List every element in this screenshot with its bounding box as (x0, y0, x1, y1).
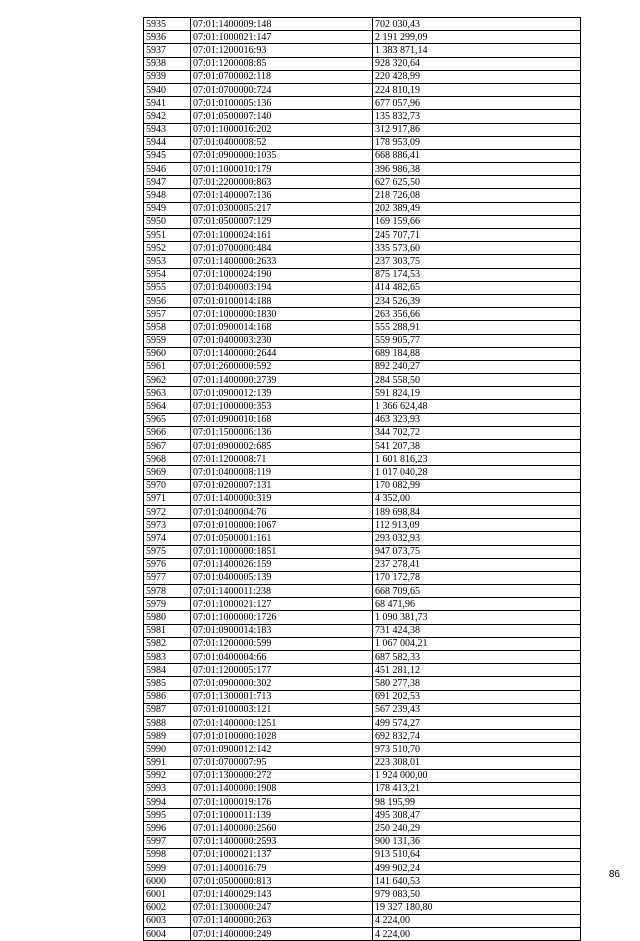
value-cell: 677 057,96 (373, 97, 581, 110)
table-row (144, 598, 581, 611)
row-number-cell: 5936 (144, 31, 191, 44)
value-cell: 979 083,50 (373, 888, 581, 901)
cadastral-number-cell: 07:01:0700000:484 (191, 242, 373, 255)
value-cell: 396 986,38 (373, 163, 581, 176)
table-row (144, 18, 581, 31)
row-number-cell: 5945 (144, 149, 191, 162)
cadastral-number-cell: 07:01:0100014:188 (191, 294, 373, 307)
value-cell: 293 032,93 (373, 532, 581, 545)
cadastral-number-cell: 07:01:1400000:319 (191, 492, 373, 505)
cadastral-number-cell: 07:01:1200008:85 (191, 57, 373, 70)
table-row (144, 809, 581, 822)
cadastral-number-cell: 07:01:0400008:52 (191, 136, 373, 149)
row-number-cell: 5986 (144, 690, 191, 703)
cadastral-number-cell: 07:01:1400000:2560 (191, 822, 373, 835)
table-row (144, 677, 581, 690)
row-number-cell: 5994 (144, 796, 191, 809)
row-number-cell: 5987 (144, 703, 191, 716)
cadastral-number-cell: 07:01:1400000:1251 (191, 716, 373, 729)
cadastral-number-cell: 07:01:0500007:129 (191, 215, 373, 228)
row-number-cell: 5983 (144, 651, 191, 664)
value-cell: 170 082,99 (373, 479, 581, 492)
cadastral-number-cell: 07:01:1400000:2633 (191, 255, 373, 268)
row-number-cell: 5947 (144, 176, 191, 189)
cadastral-number-cell: 07:01:0100000:1028 (191, 730, 373, 743)
table-row (144, 347, 581, 360)
row-number-cell: 5937 (144, 44, 191, 57)
value-cell: 1 924 000,00 (373, 769, 581, 782)
row-number-cell: 5965 (144, 413, 191, 426)
row-number-cell: 5998 (144, 848, 191, 861)
cadastral-number-cell: 07:01:1400000:249 (191, 927, 373, 940)
cadastral-value-table (143, 17, 581, 941)
value-cell: 223 308,01 (373, 756, 581, 769)
table-row (144, 466, 581, 479)
row-number-cell: 5962 (144, 374, 191, 387)
row-number-cell: 5944 (144, 136, 191, 149)
table-row (144, 123, 581, 136)
value-cell: 591 824,19 (373, 387, 581, 400)
value-cell: 627 625,50 (373, 176, 581, 189)
row-number-cell: 5974 (144, 532, 191, 545)
table-row (144, 321, 581, 334)
row-number-cell: 5980 (144, 611, 191, 624)
table-row (144, 716, 581, 729)
cadastral-number-cell: 07:01:0300005:217 (191, 202, 373, 215)
table-row (144, 400, 581, 413)
cadastral-number-cell: 07:01:0400003:230 (191, 334, 373, 347)
cadastral-number-cell: 07:01:1000011:139 (191, 809, 373, 822)
table-row (144, 360, 581, 373)
row-number-cell: 6004 (144, 927, 191, 940)
table-row (144, 782, 581, 795)
table-row (144, 519, 581, 532)
row-number-cell: 5963 (144, 387, 191, 400)
value-cell: 451 281,12 (373, 664, 581, 677)
cadastral-number-cell: 07:01:0900014:183 (191, 624, 373, 637)
row-number-cell: 5943 (144, 123, 191, 136)
table-row (144, 730, 581, 743)
table-row (144, 163, 581, 176)
cadastral-number-cell: 07:01:1000000:1830 (191, 308, 373, 321)
value-cell: 580 277,38 (373, 677, 581, 690)
table-row (144, 426, 581, 439)
cadastral-number-cell: 07:01:1200008:71 (191, 453, 373, 466)
value-cell: 499 574,27 (373, 716, 581, 729)
row-number-cell: 5969 (144, 466, 191, 479)
cadastral-number-cell: 07:01:0500000:813 (191, 875, 373, 888)
cadastral-number-cell: 07:01:0900010:168 (191, 413, 373, 426)
value-cell: 875 174,53 (373, 268, 581, 281)
row-number-cell: 5940 (144, 83, 191, 96)
value-cell: 668 886,41 (373, 149, 581, 162)
row-number-cell: 5976 (144, 558, 191, 571)
table-row (144, 255, 581, 268)
cadastral-number-cell: 07:01:0900012:142 (191, 743, 373, 756)
table-row (144, 505, 581, 518)
value-cell: 263 356,66 (373, 308, 581, 321)
row-number-cell: 5978 (144, 585, 191, 598)
value-cell: 414 482,65 (373, 281, 581, 294)
value-cell: 344 702,72 (373, 426, 581, 439)
table-row (144, 637, 581, 650)
row-number-cell: 5993 (144, 782, 191, 795)
cadastral-number-cell: 07:01:1000019:176 (191, 796, 373, 809)
cadastral-number-cell: 07:01:1400029:143 (191, 888, 373, 901)
row-number-cell: 5958 (144, 321, 191, 334)
value-cell: 692 832,74 (373, 730, 581, 743)
table-row (144, 57, 581, 70)
cadastral-number-cell: 07:01:0400004:66 (191, 651, 373, 664)
cadastral-number-cell: 07:01:2200000:863 (191, 176, 373, 189)
value-cell: 4 224,00 (373, 914, 581, 927)
table-row (144, 914, 581, 927)
cadastral-number-cell: 07:01:0100003:121 (191, 703, 373, 716)
cadastral-number-cell: 07:01:1300000:272 (191, 769, 373, 782)
cadastral-number-cell: 07:01:1000000:1851 (191, 545, 373, 558)
row-number-cell: 5971 (144, 492, 191, 505)
row-number-cell: 5942 (144, 110, 191, 123)
value-cell: 567 239,43 (373, 703, 581, 716)
table-row (144, 44, 581, 57)
row-number-cell: 5991 (144, 756, 191, 769)
row-number-cell: 5984 (144, 664, 191, 677)
cadastral-number-cell: 07:01:1400000:1908 (191, 782, 373, 795)
value-cell: 178 953,09 (373, 136, 581, 149)
row-number-cell: 6002 (144, 901, 191, 914)
value-cell: 220 428,99 (373, 70, 581, 83)
value-cell: 237 278,41 (373, 558, 581, 571)
row-number-cell: 5955 (144, 281, 191, 294)
row-number-cell: 5939 (144, 70, 191, 83)
value-cell: 731 424,38 (373, 624, 581, 637)
row-number-cell: 6003 (144, 914, 191, 927)
table-row (144, 927, 581, 940)
row-number-cell: 5999 (144, 862, 191, 875)
cadastral-number-cell: 07:01:1400007:136 (191, 189, 373, 202)
cadastral-number-cell: 07:01:1400026:159 (191, 558, 373, 571)
cadastral-number-cell: 07:01:1400011:238 (191, 585, 373, 598)
table-body (144, 18, 581, 941)
table-row (144, 875, 581, 888)
row-number-cell: 6001 (144, 888, 191, 901)
cadastral-number-cell: 07:01:0700002:118 (191, 70, 373, 83)
cadastral-number-cell: 07:01:2600000:592 (191, 360, 373, 373)
row-number-cell: 5990 (144, 743, 191, 756)
cadastral-number-cell: 07:01:1400000:2739 (191, 374, 373, 387)
table-row (144, 387, 581, 400)
table-row (144, 703, 581, 716)
table-row (144, 822, 581, 835)
cadastral-number-cell: 07:01:1000021:137 (191, 848, 373, 861)
table-row (144, 110, 581, 123)
value-cell: 691 202,53 (373, 690, 581, 703)
table-row (144, 413, 581, 426)
row-number-cell: 5981 (144, 624, 191, 637)
cadastral-number-cell: 07:01:0400005:139 (191, 571, 373, 584)
value-cell: 499 902,24 (373, 862, 581, 875)
table-row (144, 202, 581, 215)
value-cell: 1 067 004,21 (373, 637, 581, 650)
value-cell: 4 224,00 (373, 927, 581, 940)
row-number-cell: 5946 (144, 163, 191, 176)
value-cell: 4 352,00 (373, 492, 581, 505)
cadastral-number-cell: 07:01:0200007:131 (191, 479, 373, 492)
value-cell: 245 707,71 (373, 229, 581, 242)
value-cell: 1 017 040,28 (373, 466, 581, 479)
cadastral-number-cell: 07:01:1200005:177 (191, 664, 373, 677)
row-number-cell: 5972 (144, 505, 191, 518)
cadastral-number-cell: 07:01:1000000:353 (191, 400, 373, 413)
cadastral-number-cell: 07:01:1000021:147 (191, 31, 373, 44)
table-row (144, 862, 581, 875)
table-row (144, 492, 581, 505)
value-cell: 559 905,77 (373, 334, 581, 347)
cadastral-number-cell: 07:01:0900012:139 (191, 387, 373, 400)
value-cell: 687 582,33 (373, 651, 581, 664)
row-number-cell: 5949 (144, 202, 191, 215)
row-number-cell: 5975 (144, 545, 191, 558)
cadastral-number-cell: 07:01:1400000:263 (191, 914, 373, 927)
row-number-cell: 5950 (144, 215, 191, 228)
value-cell: 689 184,88 (373, 347, 581, 360)
cadastral-number-cell: 07:01:1400009:148 (191, 18, 373, 31)
value-cell: 555 288,91 (373, 321, 581, 334)
value-cell: 463 323,93 (373, 413, 581, 426)
value-cell: 928 320,64 (373, 57, 581, 70)
value-cell: 2 191 299,09 (373, 31, 581, 44)
value-cell: 495 308,47 (373, 809, 581, 822)
value-cell: 68 471,96 (373, 598, 581, 611)
cadastral-number-cell: 07:01:1400000:2593 (191, 835, 373, 848)
cadastral-number-cell: 07:01:1000000:1726 (191, 611, 373, 624)
value-cell: 668 709,65 (373, 585, 581, 598)
table-row (144, 901, 581, 914)
row-number-cell: 5988 (144, 716, 191, 729)
row-number-cell: 5960 (144, 347, 191, 360)
table-row (144, 690, 581, 703)
cadastral-number-cell: 07:01:1000021:127 (191, 598, 373, 611)
row-number-cell: 5954 (144, 268, 191, 281)
table-row (144, 83, 581, 96)
table-row (144, 229, 581, 242)
cadastral-number-cell: 07:01:0700007:95 (191, 756, 373, 769)
table-row (144, 585, 581, 598)
table-row (144, 215, 581, 228)
cadastral-number-cell: 07:01:0100005:136 (191, 97, 373, 110)
table-row (144, 453, 581, 466)
table-row (144, 176, 581, 189)
row-number-cell: 5941 (144, 97, 191, 110)
table-row (144, 571, 581, 584)
table-row (144, 796, 581, 809)
value-cell: 170 172,78 (373, 571, 581, 584)
table-row (144, 374, 581, 387)
value-cell: 702 030,43 (373, 18, 581, 31)
row-number-cell: 5961 (144, 360, 191, 373)
table-row (144, 31, 581, 44)
table-row (144, 835, 581, 848)
row-number-cell: 5982 (144, 637, 191, 650)
row-number-cell: 5938 (144, 57, 191, 70)
table-row (144, 743, 581, 756)
row-number-cell: 5968 (144, 453, 191, 466)
row-number-cell: 5973 (144, 519, 191, 532)
row-number-cell: 6000 (144, 875, 191, 888)
value-cell: 1 601 816,23 (373, 453, 581, 466)
cadastral-number-cell: 07:01:1400000:2644 (191, 347, 373, 360)
cadastral-number-cell: 07:01:0900000:302 (191, 677, 373, 690)
row-number-cell: 5997 (144, 835, 191, 848)
value-cell: 19 327 180,80 (373, 901, 581, 914)
value-cell: 973 510,70 (373, 743, 581, 756)
table-row (144, 479, 581, 492)
value-cell: 312 917,86 (373, 123, 581, 136)
row-number-cell: 5953 (144, 255, 191, 268)
cadastral-number-cell: 07:01:0900000:1035 (191, 149, 373, 162)
table-row (144, 136, 581, 149)
value-cell: 135 832,73 (373, 110, 581, 123)
table-row (144, 664, 581, 677)
value-cell: 900 131,36 (373, 835, 581, 848)
cadastral-number-cell: 07:01:1000016:202 (191, 123, 373, 136)
table-row (144, 440, 581, 453)
value-cell: 224 810,19 (373, 83, 581, 96)
cadastral-number-cell: 07:01:1000024:190 (191, 268, 373, 281)
value-cell: 1 366 624,48 (373, 400, 581, 413)
value-cell: 892 240,27 (373, 360, 581, 373)
page-number: 86 (608, 869, 620, 880)
table-row (144, 558, 581, 571)
value-cell: 218 726,08 (373, 189, 581, 202)
row-number-cell: 5964 (144, 400, 191, 413)
table-row (144, 70, 581, 83)
cadastral-number-cell: 07:01:0700000:724 (191, 83, 373, 96)
table-row (144, 848, 581, 861)
cadastral-number-cell: 07:01:1200016:93 (191, 44, 373, 57)
cadastral-number-cell: 07:01:1000010:179 (191, 163, 373, 176)
cadastral-number-cell: 07:01:1200000:599 (191, 637, 373, 650)
row-number-cell: 5967 (144, 440, 191, 453)
row-number-cell: 5977 (144, 571, 191, 584)
table-row (144, 189, 581, 202)
table-row (144, 624, 581, 637)
table-row (144, 651, 581, 664)
cadastral-number-cell: 07:01:1500006:136 (191, 426, 373, 439)
row-number-cell: 5996 (144, 822, 191, 835)
row-number-cell: 5952 (144, 242, 191, 255)
row-number-cell: 5979 (144, 598, 191, 611)
value-cell: 202 389,49 (373, 202, 581, 215)
row-number-cell: 5992 (144, 769, 191, 782)
table-row (144, 769, 581, 782)
cadastral-number-cell: 07:01:0900002:685 (191, 440, 373, 453)
cadastral-number-cell: 07:01:0100000:1067 (191, 519, 373, 532)
cadastral-number-cell: 07:01:1400016:79 (191, 862, 373, 875)
value-cell: 947 073,75 (373, 545, 581, 558)
row-number-cell: 5966 (144, 426, 191, 439)
cadastral-number-cell: 07:01:0500001:161 (191, 532, 373, 545)
table-row (144, 532, 581, 545)
cadastral-number-cell: 07:01:0400003:194 (191, 281, 373, 294)
table-row (144, 268, 581, 281)
value-cell: 250 240,29 (373, 822, 581, 835)
row-number-cell: 5957 (144, 308, 191, 321)
cadastral-number-cell: 07:01:0400004:76 (191, 505, 373, 518)
table-row (144, 294, 581, 307)
value-cell: 112 913,09 (373, 519, 581, 532)
row-number-cell: 5956 (144, 294, 191, 307)
table-row (144, 281, 581, 294)
row-number-cell: 5948 (144, 189, 191, 202)
value-cell: 169 159,66 (373, 215, 581, 228)
row-number-cell: 5959 (144, 334, 191, 347)
cadastral-number-cell: 07:01:0900014:168 (191, 321, 373, 334)
cadastral-number-cell: 07:01:0500007:140 (191, 110, 373, 123)
row-number-cell: 5970 (144, 479, 191, 492)
table-row (144, 334, 581, 347)
table-row (144, 611, 581, 624)
value-cell: 189 698,84 (373, 505, 581, 518)
value-cell: 284 558,50 (373, 374, 581, 387)
value-cell: 913 510,64 (373, 848, 581, 861)
value-cell: 1 383 871,14 (373, 44, 581, 57)
value-cell: 234 526,39 (373, 294, 581, 307)
cadastral-number-cell: 07:01:1300000:247 (191, 901, 373, 914)
value-cell: 335 573,60 (373, 242, 581, 255)
cadastral-number-cell: 07:01:1300001:713 (191, 690, 373, 703)
table-row (144, 242, 581, 255)
row-number-cell: 5951 (144, 229, 191, 242)
row-number-cell: 5989 (144, 730, 191, 743)
table-row (144, 756, 581, 769)
value-cell: 141 640,53 (373, 875, 581, 888)
cadastral-number-cell: 07:01:0400008:119 (191, 466, 373, 479)
row-number-cell: 5995 (144, 809, 191, 822)
value-cell: 178 413,21 (373, 782, 581, 795)
value-cell: 98 195,99 (373, 796, 581, 809)
row-number-cell: 5985 (144, 677, 191, 690)
table-row (144, 888, 581, 901)
cadastral-number-cell: 07:01:1000024:161 (191, 229, 373, 242)
table-row (144, 149, 581, 162)
table-row (144, 308, 581, 321)
row-number-cell: 5935 (144, 18, 191, 31)
table-row (144, 545, 581, 558)
table-row (144, 97, 581, 110)
value-cell: 541 207,38 (373, 440, 581, 453)
value-cell: 237 303,75 (373, 255, 581, 268)
value-cell: 1 090 381,73 (373, 611, 581, 624)
